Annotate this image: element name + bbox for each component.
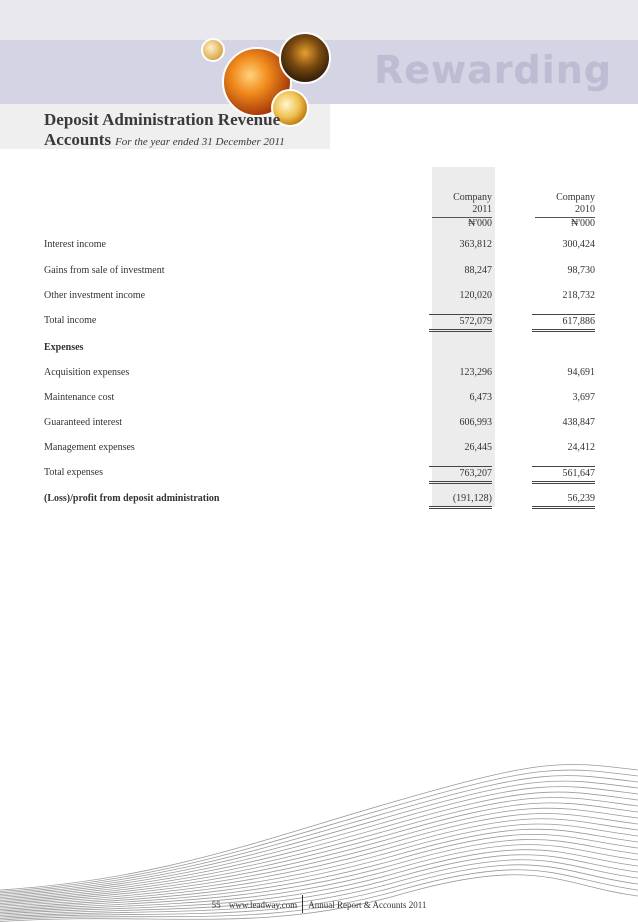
value-2011: 120,020 [459,290,492,301]
value-2011: 572,079 [429,314,492,332]
row-label: Acquisition expenses [44,367,130,378]
bubble-small [202,39,224,61]
value-2011: 763,207 [429,466,492,484]
value-2010: 561,647 [532,466,595,484]
wave-line [0,803,638,901]
row-label: Guaranteed interest [44,417,123,428]
value-2011: 6,473 [469,392,492,403]
table-row [44,289,595,303]
page-number: 55 [211,900,221,910]
table-section-heading [44,341,595,355]
wave-line [0,808,638,902]
table-row [44,416,595,430]
row-label: Total income [44,315,97,326]
table-row [44,238,595,252]
value-2010: 24,412 [567,442,595,453]
table-row-net-result [44,492,595,506]
footer-website: www.leadway.com [228,900,298,910]
value-2011: 88,247 [464,265,492,276]
column-header-unit: ₦'000 [535,217,595,230]
wave-line [0,770,638,891]
value-2011: (191,128) [429,492,492,509]
table-row-total-expenses [44,466,595,480]
table-row [44,391,595,405]
title-subtitle: For the year ended 31 December 2011 [115,136,285,148]
column-header-year: 2011 [472,204,492,215]
title-line1: Deposit Administration Revenue [44,110,281,129]
title-line2-wrapper [44,130,285,152]
value-2011: 606,993 [459,417,492,428]
value-2011: 123,296 [459,367,492,378]
row-label: Maintenance cost [44,392,115,403]
wave-line [0,813,638,903]
document-title [44,110,285,152]
value-2011: 363,812 [459,239,492,250]
value-2010: 300,424 [562,239,595,250]
section-label: Expenses [44,342,84,353]
table-row [44,441,595,455]
value-2010: 94,691 [567,367,595,378]
row-label: Interest income [44,239,106,250]
value-2011: 26,445 [464,442,492,453]
value-2010: 218,732 [562,290,595,301]
footer-separator [302,895,303,913]
row-label: Management expenses [44,442,135,453]
row-label: Other investment income [44,290,146,301]
table-row [44,366,595,380]
value-2010: 56,239 [532,492,595,509]
row-label: Gains from sale of investment [44,265,165,276]
column-header-year: 2010 [575,204,595,215]
title-band-right [330,104,638,149]
wave-line [0,797,638,899]
value-2010: 617,886 [532,314,595,332]
column-header-2011 [432,192,492,230]
column-header-line1: Company [453,192,492,203]
row-label: (Loss)/profit from deposit administration [44,493,220,504]
table-row-total-income [44,314,595,328]
value-2010: 438,847 [562,417,595,428]
row-label: Total expenses [44,467,104,478]
table-row [44,264,595,278]
page-footer [0,895,638,913]
column-header-line1: Company [556,192,595,203]
column-header-2010 [535,192,595,230]
value-2010: 3,697 [572,392,595,403]
title-line2: Accounts [44,130,112,149]
value-2010: 98,730 [567,265,595,276]
bubble-dark [280,33,330,83]
column-header-unit: ₦'000 [432,217,492,230]
brand-word: Rewarding [374,48,613,92]
footer-publication: Annual Report & Accounts 2011 [308,900,427,910]
